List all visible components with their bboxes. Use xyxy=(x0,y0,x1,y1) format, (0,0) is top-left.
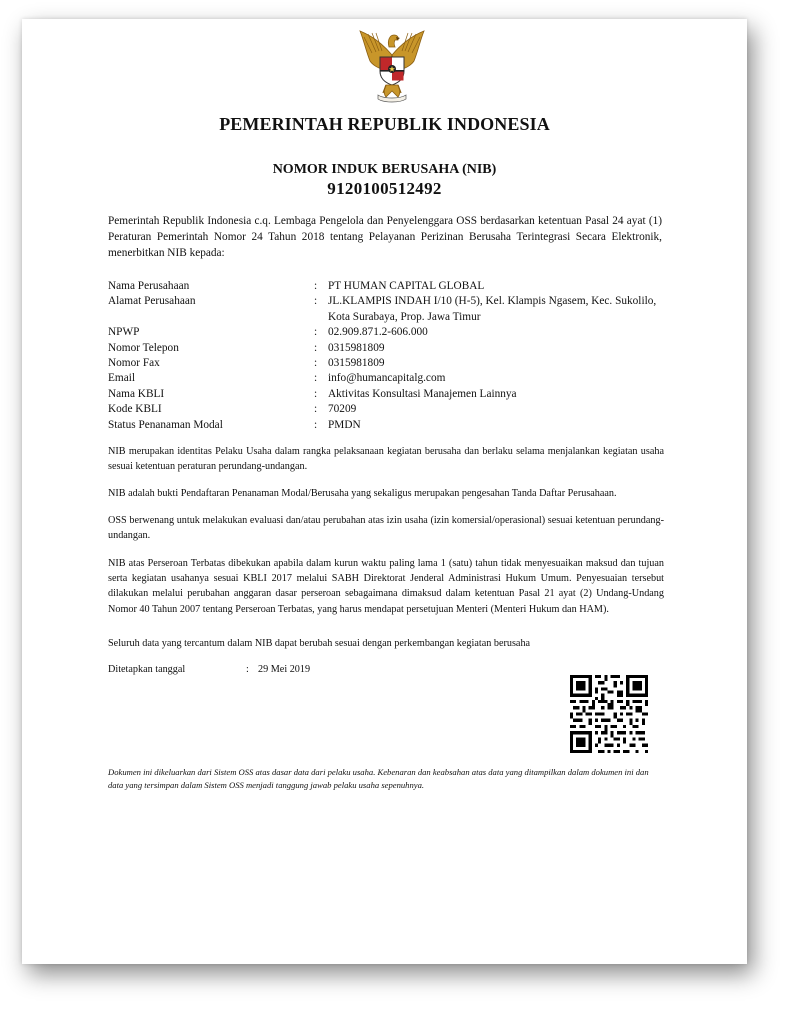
field-value: 02.909.871.2-606.000 xyxy=(328,326,428,339)
field-value: Aktivitas Konsultasi Manajemen Lainnya xyxy=(328,387,517,400)
issue-date-separator: : xyxy=(246,664,249,675)
field-separator: : xyxy=(314,387,318,400)
issue-date-label: Ditetapkan tanggal xyxy=(108,664,186,675)
field-label: NPWP xyxy=(108,326,140,339)
field-label: Nomor Telepon xyxy=(108,341,179,354)
intro-paragraph: Pemerintah Republik Indonesia c.q. Lembaga Pengelola dan Penyelenggara OSS berdasarkan ketentuan Pasal 24 ayat (1) Peraturan Pemerintah Nomor 24 Tahun 2018 tentang Pelayanan Perizinan Berusaha Terintegrasi Secara Elektronik, menerbitkan NIB kepada: xyxy=(108,215,662,259)
field-value: 0315981809 xyxy=(328,341,385,354)
paragraph-nib-identity: NIB merupakan identitas Pelaku Usaha dalam rangka pelaksanaan kegiatan berusaha dan berlaku selama menjalankan kegiatan usaha sesuai ketentuan peraturan perundang-undangan. xyxy=(108,446,664,473)
document-page xyxy=(22,19,747,964)
field-separator: : xyxy=(314,418,318,431)
field-label: Alamat Perusahaan xyxy=(108,295,196,308)
nib-number: 9120100512492 xyxy=(327,179,442,198)
field-row-kbli-code xyxy=(108,402,668,417)
field-separator: : xyxy=(314,403,318,416)
field-row-kbli-name xyxy=(108,387,668,402)
field-row-phone xyxy=(108,341,668,356)
field-label: Nama KBLI xyxy=(108,387,165,400)
field-separator: : xyxy=(314,357,318,370)
company-fields xyxy=(108,279,668,433)
field-value: info@humancapitalg.com xyxy=(328,372,446,385)
field-row-email xyxy=(108,371,668,386)
field-row-company-address xyxy=(108,294,668,325)
issue-date xyxy=(108,664,310,675)
field-row-company-name xyxy=(108,279,668,294)
field-label: Email xyxy=(108,372,135,385)
field-value: PMDN xyxy=(328,418,361,431)
field-row-npwp xyxy=(108,325,668,340)
government-title: PEMERINTAH REPUBLIK INDONESIA xyxy=(219,114,550,134)
paragraph-data-change: Seluruh data yang tercantum dalam NIB dapat berubah sesuai dengan perkembangan kegiatan berusaha xyxy=(108,638,531,649)
field-value: 0315981809 xyxy=(328,357,385,370)
paragraph-oss-authority: OSS berwenang untuk melakukan evaluasi dan/atau perubahan atas izin usaha (izin komersial/operasional) sesuai ketentuan perundang-undangan. xyxy=(108,515,664,542)
field-separator: : xyxy=(314,341,318,354)
issue-date-value: 29 Mei 2019 xyxy=(258,664,311,675)
field-separator: : xyxy=(314,295,318,308)
field-separator: : xyxy=(314,326,318,339)
paragraph-nib-freeze: NIB atas Perseroan Terbatas dibekukan apabila dalam kurun waktu paling lama 1 (satu) tahun tidak menyesuaikan maksud dan tujuan serta kegiatan usahanya sesuai KBLI 2017 melalui SABH Direktorat Jenderal Administrasi Hukum Umum. Penyesuaian tersebut dilakukan melalui perubahan anggaran dasar perseroan sebagaimana dimaksud dalam ketentuan Pasal 21 ayat (2) Undang-Undang Nomor 40 Tahun 2007 tentang Perseroan Terbatas, yang harus mendapat persetujuan Menteri (Menteri Hukum dan HAM). xyxy=(108,558,664,615)
field-label: Kode KBLI xyxy=(108,403,162,416)
footer-disclaimer: Dokumen ini dikeluarkan dari Sistem OSS atas dasar data dari pelaku usaha. Kebenaran dan keabsahan atas data yang ditampilkan dalam dokumen ini dan data yang tersimpan dalam Sistem OSS menjadi tanggung jawab pelaku usaha sepenuhnya. xyxy=(108,767,649,790)
field-label: Nama Perusahaan xyxy=(108,280,190,292)
field-row-investment-status xyxy=(108,418,668,433)
field-separator: : xyxy=(314,280,318,292)
field-value: PT HUMAN CAPITAL GLOBAL xyxy=(328,280,485,292)
field-separator: : xyxy=(314,372,318,385)
qr-code-icon xyxy=(570,675,648,753)
field-row-fax xyxy=(108,356,668,371)
garuda-emblem-icon xyxy=(356,25,428,105)
field-label: Status Penanaman Modal xyxy=(108,418,223,431)
field-value: JL.KLAMPIS INDAH I/10 (H-5), Kel. Klampis Ngasem, Kec. Sukolilo, Kota Surabaya, Prop. Jawa Timur xyxy=(328,295,657,323)
field-value: 70209 xyxy=(328,403,357,416)
field-label: Nomor Fax xyxy=(108,357,160,370)
paragraph-nib-proof: NIB adalah bukti Pendaftaran Penanaman Modal/Berusaha yang sekaligus merupakan pengesahan Tanda Daftar Perusahaan. xyxy=(108,488,617,499)
nib-title: NOMOR INDUK BERUSAHA (NIB) xyxy=(272,162,497,177)
